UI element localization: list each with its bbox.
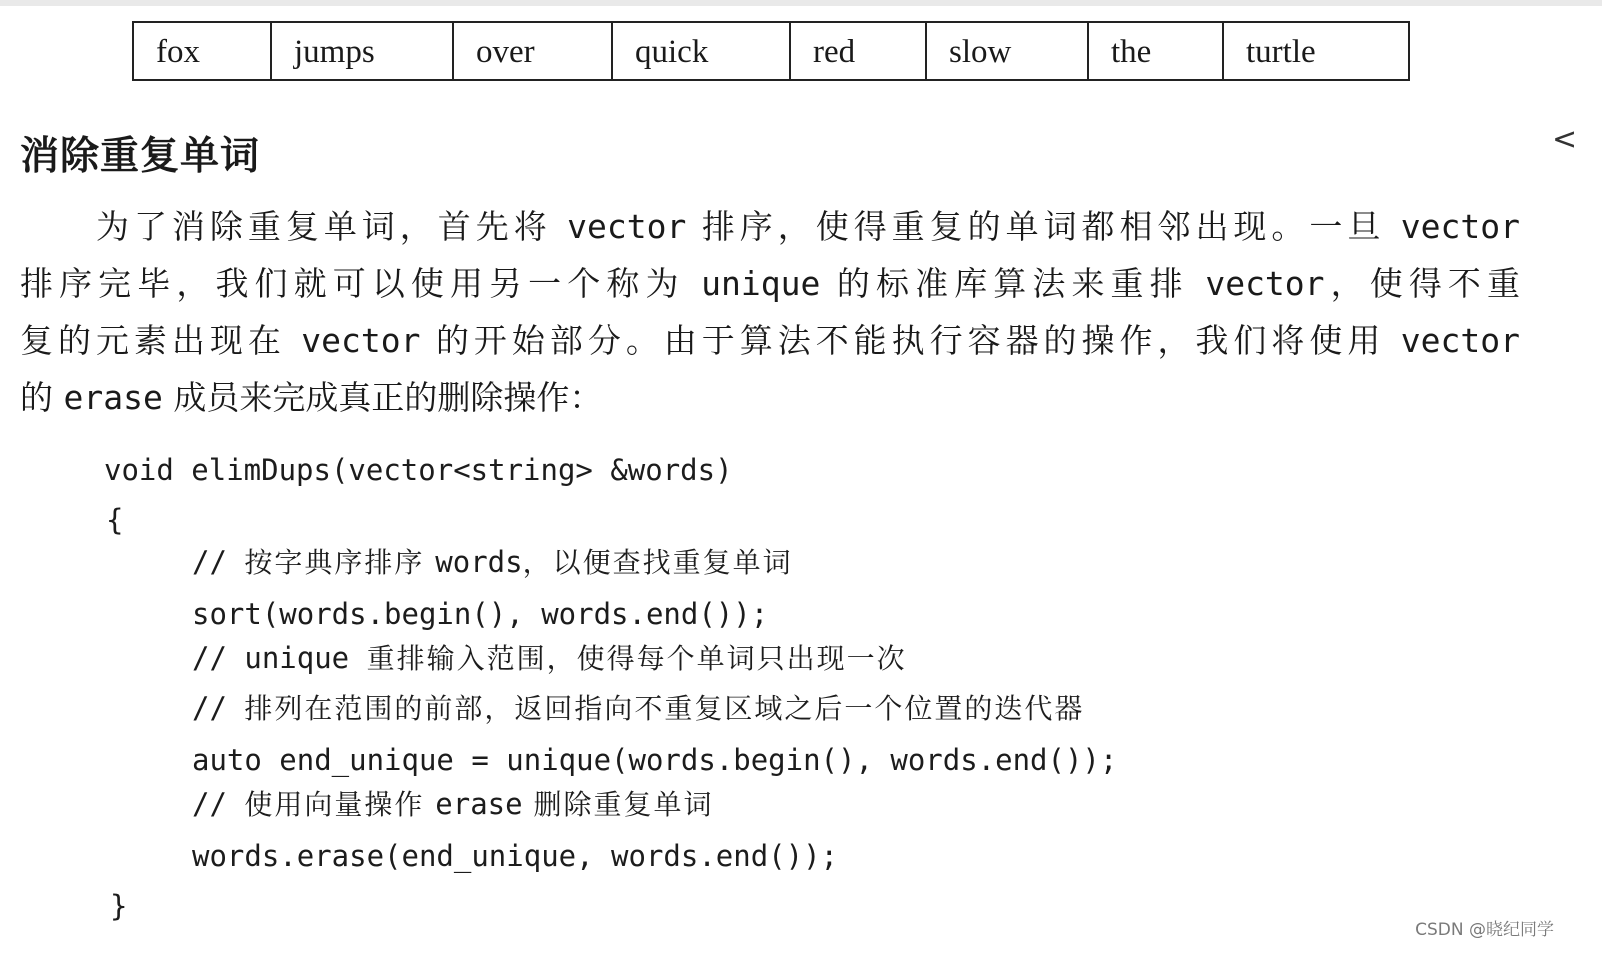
code-comment-erase: // 使用向量操作 erase 删除重复单词 bbox=[192, 787, 714, 821]
word-cell: fox bbox=[134, 23, 272, 79]
code-comment-iterator: // 排列在范围的前部，返回指向不重复区域之后一个位置的迭代器 bbox=[192, 691, 1085, 725]
code-erase-call: words.erase(end_unique, words.end()); bbox=[192, 839, 839, 873]
code-function-signature: void elimDups(vector<string> &words) bbox=[104, 453, 733, 487]
code-open-brace: { bbox=[106, 503, 124, 537]
watermark: CSDN @晓纪同学 bbox=[1415, 920, 1554, 940]
code-comment-sort: // 按字典序排序 words，以便查找重复单词 bbox=[192, 545, 793, 579]
sorted-word-table bbox=[132, 21, 1410, 81]
code-sort-call: sort(words.begin(), words.end()); bbox=[192, 597, 769, 631]
top-edge-strip bbox=[0, 0, 1602, 6]
word-cell: slow bbox=[927, 23, 1089, 79]
word-cell: over bbox=[454, 23, 613, 79]
word-cell: red bbox=[791, 23, 927, 79]
word-cell: turtle bbox=[1246, 34, 1316, 70]
paragraph-line-4: 的 erase 成员来完成真正的删除操作： bbox=[20, 378, 603, 417]
paragraph-line-1: 为了消除重复单词，首先将 vector 排序，使得重复的单词都相邻出现。一旦 vector bbox=[96, 207, 1520, 246]
code-close-brace: } bbox=[110, 889, 128, 923]
paragraph-line-3: 复的元素出现在 vector 的开始部分。由于算法不能执行容器的操作，我们将使用 vector bbox=[20, 321, 1520, 360]
chevron-left-icon[interactable]: < bbox=[1552, 122, 1578, 157]
paragraph-line-2: 排序完毕，我们就可以使用另一个称为 unique 的标准库算法来重排 vector，使得不重 bbox=[20, 264, 1520, 303]
code-comment-unique: // unique 重排输入范围，使得每个单词只出现一次 bbox=[192, 641, 907, 675]
word-cell: quick bbox=[613, 23, 791, 79]
word-cell: the bbox=[1089, 23, 1224, 79]
section-heading: 消除重复单词 bbox=[20, 134, 261, 179]
word-cell: jumps bbox=[272, 23, 454, 79]
code-unique-call: auto end_unique = unique(words.begin(), words.end()); bbox=[192, 743, 1118, 777]
